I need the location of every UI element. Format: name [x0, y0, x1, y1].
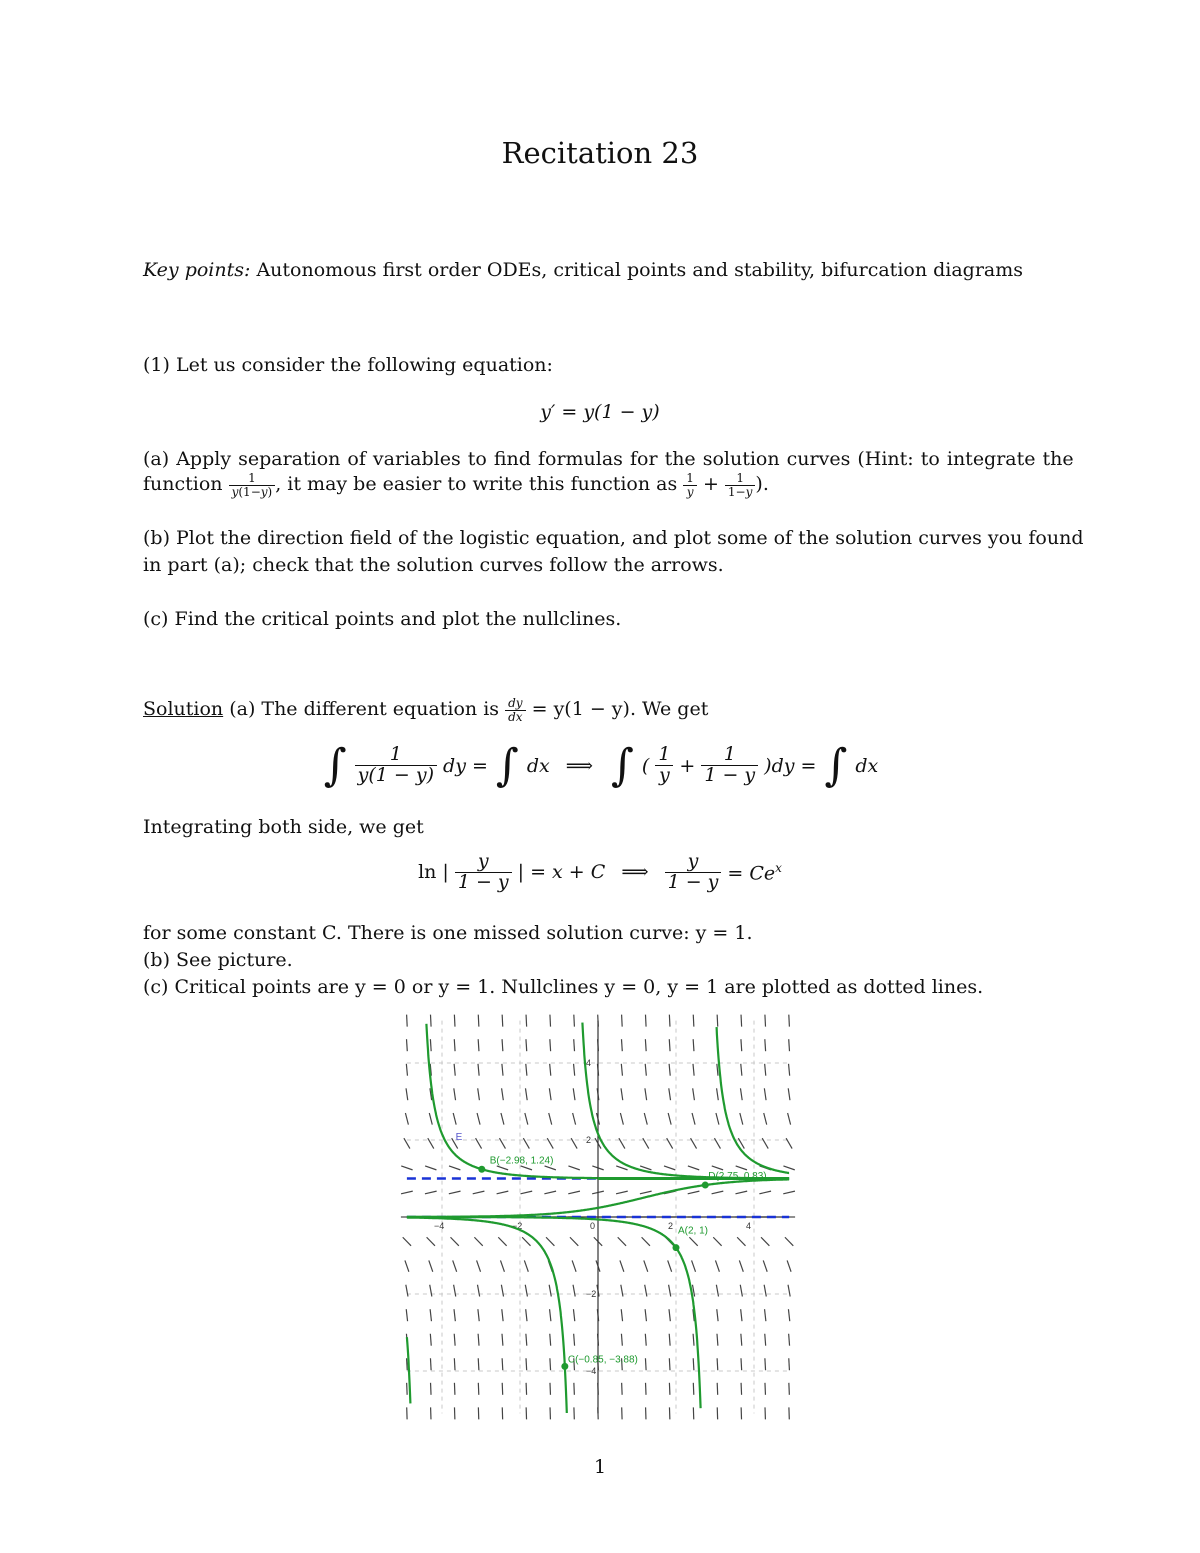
slope-mark	[717, 1309, 718, 1321]
slope-mark	[668, 1113, 671, 1125]
slope-mark	[453, 1260, 457, 1271]
slope-mark	[525, 1088, 527, 1100]
slope-mark	[545, 1166, 556, 1170]
slope-mark	[406, 1064, 407, 1076]
x-tick-label: −2	[512, 1221, 523, 1231]
slope-mark	[620, 1260, 624, 1271]
slope-mark	[713, 1237, 721, 1246]
slope-mark	[741, 1064, 742, 1076]
slope-mark	[477, 1113, 480, 1125]
slope-mark	[737, 1237, 745, 1246]
slope-mark	[550, 1358, 551, 1370]
part-a-text-function: function	[143, 473, 223, 496]
slope-mark	[688, 1166, 699, 1170]
slope-mark	[740, 1088, 742, 1100]
b-answer: (b) See picture.	[143, 949, 293, 971]
slope-mark	[788, 1113, 791, 1125]
question-intro: (1) Let us consider the following equation:	[143, 354, 553, 376]
slope-mark	[546, 1237, 554, 1246]
point-a	[673, 1244, 680, 1251]
slope-mark	[688, 1191, 700, 1194]
slope-mark	[502, 1039, 503, 1051]
slope-mark	[761, 1237, 769, 1246]
slope-mark	[502, 1088, 504, 1100]
slope-mark	[741, 1015, 742, 1027]
slope-mark	[621, 1039, 622, 1051]
slope-mark	[616, 1191, 628, 1194]
slope-mark	[502, 1015, 503, 1027]
slope-mark	[736, 1166, 747, 1170]
slope-mark	[622, 1015, 623, 1027]
slope-mark	[717, 1088, 719, 1100]
y-tick-label: −2	[586, 1289, 597, 1299]
slope-mark	[788, 1088, 790, 1100]
point-d	[702, 1182, 709, 1189]
slope-mark	[692, 1113, 695, 1125]
slope-mark	[689, 1237, 697, 1246]
slope-mark	[616, 1166, 627, 1170]
slope-mark	[644, 1113, 647, 1125]
slope-mark	[620, 1113, 623, 1125]
slope-mark	[574, 1015, 575, 1027]
slope-mark	[425, 1191, 437, 1194]
slope-mark	[664, 1166, 675, 1170]
slope-mark	[735, 1191, 747, 1194]
slope-mark	[427, 1237, 435, 1246]
part-a-text-end: ).	[755, 473, 769, 496]
slope-mark	[524, 1260, 528, 1271]
slope-mark	[425, 1166, 436, 1170]
slope-mark	[573, 1113, 576, 1125]
slope-mark	[521, 1166, 532, 1170]
slope-mark	[763, 1260, 767, 1271]
slope-mark	[401, 1166, 412, 1170]
slope-mark	[759, 1191, 771, 1194]
slope-mark	[765, 1064, 766, 1076]
slope-mark	[450, 1237, 458, 1246]
slope-mark	[765, 1309, 766, 1321]
y-tick-label: 4	[586, 1058, 592, 1068]
slope-mark	[645, 1309, 646, 1321]
fraction-dy-dx: $\frac{dy}{dx}$	[505, 697, 525, 723]
slope-mark	[550, 1015, 551, 1027]
slope-mark	[454, 1039, 455, 1051]
x-tick-label: 2	[668, 1221, 674, 1231]
slope-mark	[692, 1260, 696, 1271]
slope-mark	[789, 1334, 790, 1346]
integrating-text: Integrating both side, we get	[143, 816, 424, 838]
slope-mark	[621, 1334, 622, 1346]
slope-mark	[454, 1358, 455, 1370]
y-tick-label: 2	[586, 1135, 592, 1145]
slope-mark	[430, 1039, 431, 1051]
slope-mark	[693, 1039, 694, 1051]
slope-mark	[405, 1260, 409, 1271]
slope-mark	[477, 1285, 479, 1297]
slope-mark	[693, 1334, 694, 1346]
slope-mark	[764, 1088, 766, 1100]
slope-mark	[454, 1334, 455, 1346]
slope-mark	[716, 1285, 718, 1297]
point-b	[478, 1166, 485, 1173]
point-label-a: A(2, 1)	[678, 1225, 709, 1237]
slope-mark	[403, 1237, 411, 1246]
slope-mark	[645, 1285, 647, 1297]
slope-mark	[574, 1334, 575, 1346]
slope-mark	[544, 1191, 556, 1194]
slope-mark	[621, 1064, 622, 1076]
slope-mark	[478, 1088, 480, 1100]
slope-mark	[789, 1064, 790, 1076]
slope-mark	[786, 1138, 792, 1148]
constant-text: for some constant C. There is one missed solution curve: y = 1.	[143, 922, 753, 944]
slope-mark	[693, 1064, 694, 1076]
slope-mark	[739, 1260, 743, 1271]
slope-mark	[573, 1088, 575, 1100]
slope-mark	[549, 1285, 551, 1297]
slope-mark	[669, 1039, 670, 1051]
slope-mark	[787, 1260, 791, 1271]
slope-mark	[449, 1191, 461, 1194]
slope-mark	[573, 1285, 575, 1297]
slope-mark	[570, 1237, 578, 1246]
slope-mark	[429, 1260, 433, 1271]
slope-mark	[501, 1113, 504, 1125]
slope-mark	[525, 1113, 528, 1125]
solution-label: Solution	[143, 698, 224, 721]
slope-mark	[741, 1358, 742, 1370]
slope-mark	[502, 1334, 503, 1346]
slope-mark	[618, 1237, 626, 1246]
slope-mark	[526, 1334, 527, 1346]
slope-mark	[454, 1309, 455, 1321]
slope-mark	[741, 1039, 742, 1051]
slope-mark	[430, 1015, 431, 1027]
slope-mark	[669, 1015, 670, 1027]
slope-mark	[645, 1064, 646, 1076]
slope-mark	[550, 1064, 551, 1076]
slope-mark	[478, 1039, 479, 1051]
slope-mark	[717, 1064, 718, 1076]
slope-mark	[716, 1113, 719, 1125]
slope-mark	[712, 1191, 724, 1194]
slope-mark	[645, 1015, 646, 1027]
slope-mark	[621, 1285, 623, 1297]
slope-mark	[789, 1039, 790, 1051]
slope-mark	[669, 1285, 671, 1297]
slope-mark	[693, 1358, 694, 1370]
slope-mark	[765, 1039, 766, 1051]
slope-mark	[473, 1191, 485, 1194]
slope-mark	[550, 1309, 551, 1321]
slope-mark	[525, 1285, 527, 1297]
slope-mark	[454, 1285, 456, 1297]
slope-mark	[645, 1334, 646, 1346]
slope-mark	[712, 1166, 723, 1170]
fraction-one-over-one-minus-y: $\frac{1}{1-y}$	[725, 472, 755, 498]
slope-mark	[430, 1334, 431, 1346]
logistic-equation: y′ = y(1 − y)	[540, 401, 660, 423]
slope-mark	[783, 1166, 794, 1170]
slope-mark	[406, 1088, 408, 1100]
slope-mark	[765, 1015, 766, 1027]
slope-mark	[645, 1039, 646, 1051]
fraction-one-over-y-one-minus-y: $\frac{1}{y(1-y)}$	[229, 472, 276, 498]
slope-mark	[502, 1309, 503, 1321]
slope-mark	[526, 1358, 527, 1370]
slope-mark	[454, 1015, 455, 1027]
part-c: (c) Find the critical points and plot the nullclines.	[143, 608, 622, 630]
slope-mark	[783, 1191, 795, 1194]
slope-mark	[765, 1334, 766, 1346]
slope-mark	[717, 1358, 718, 1370]
slope-mark	[526, 1064, 527, 1076]
point-label-c: C(−0.85, −3.88)	[567, 1354, 638, 1366]
slope-mark	[669, 1334, 670, 1346]
slope-mark	[526, 1039, 527, 1051]
slope-mark	[474, 1237, 482, 1246]
slope-mark	[526, 1015, 527, 1027]
solution-a-pre: (a) The different equation is	[229, 698, 500, 721]
slope-mark	[401, 1191, 413, 1194]
slope-mark	[449, 1166, 460, 1170]
slope-mark	[478, 1334, 479, 1346]
key-points-text: Autonomous first order ODEs, critical points and stability, bifurcation diagrams	[256, 259, 1024, 281]
slope-mark	[501, 1285, 503, 1297]
fraction-one-over-y: $\frac{1}{y}$	[683, 472, 697, 498]
x-tick-label: 0	[590, 1221, 596, 1231]
slope-mark	[549, 1088, 551, 1100]
point-label-e: E	[455, 1132, 463, 1143]
slope-mark	[478, 1015, 479, 1027]
slope-mark	[621, 1309, 622, 1321]
slope-mark	[550, 1334, 551, 1346]
c-answer: (c) Critical points are y = 0 or y = 1. Nullclines y = 0, y = 1 are plotted as dotted lines.	[143, 976, 984, 998]
slope-mark	[669, 1309, 670, 1321]
slope-mark	[407, 1358, 408, 1370]
slope-mark	[640, 1191, 652, 1194]
slope-mark	[478, 1358, 479, 1370]
page-title: Recitation 23	[501, 136, 699, 170]
slope-mark	[549, 1113, 552, 1125]
part-a-line-1: (a) Apply separation of variables to find formulas for the solution curves (Hint: to integrate the	[143, 448, 1074, 470]
slope-mark	[500, 1260, 504, 1271]
slope-mark	[550, 1039, 551, 1051]
slope-mark	[405, 1113, 408, 1125]
slope-mark	[430, 1309, 431, 1321]
slope-mark	[741, 1309, 742, 1321]
slope-mark	[498, 1237, 506, 1246]
slope-mark	[785, 1237, 793, 1246]
slope-mark	[693, 1088, 695, 1100]
y-tick-label: −4	[586, 1366, 597, 1376]
slope-mark	[645, 1358, 646, 1370]
separation-equation: ∫ $\frac{1}{y(1 - y)}$ dy = ∫ dx ⟹ ∫ ( $\frac{1}{y}$ + $\frac{1}{1 - y}$ )dy = ∫ dx	[323, 740, 879, 791]
slope-mark	[478, 1309, 479, 1321]
slope-mark	[740, 1285, 742, 1297]
slope-mark	[407, 1039, 408, 1051]
x-tick-label: −4	[434, 1221, 445, 1231]
slope-mark	[717, 1015, 718, 1027]
key-points-label: Key points:	[143, 259, 251, 281]
slope-mark	[715, 1260, 719, 1271]
slope-mark	[764, 1113, 767, 1125]
solution-a-post: = y(1 − y). We get	[531, 698, 709, 721]
slope-mark	[497, 1166, 508, 1170]
part-b-line-2: in part (a); check that the solution curves follow the arrows.	[143, 554, 724, 576]
slope-mark	[669, 1358, 670, 1370]
slope-mark	[454, 1088, 456, 1100]
slope-mark	[430, 1358, 431, 1370]
page-number: 1	[593, 1456, 607, 1478]
slope-mark	[645, 1088, 647, 1100]
slope-mark	[788, 1285, 790, 1297]
part-b-line-1: (b) Plot the direction field of the logistic equation, and plot some of the solution curves you found	[143, 527, 1084, 549]
slope-mark	[668, 1260, 672, 1271]
slope-mark	[717, 1334, 718, 1346]
slope-mark	[568, 1166, 579, 1170]
slope-mark	[526, 1309, 527, 1321]
slope-mark	[406, 1309, 407, 1321]
point-label-d: D(2.75, 0.83)	[708, 1171, 767, 1183]
slope-mark	[669, 1064, 670, 1076]
slope-mark	[789, 1015, 790, 1027]
slope-mark	[502, 1358, 503, 1370]
slope-mark	[574, 1064, 575, 1076]
slope-mark	[429, 1113, 432, 1125]
slope-mark	[789, 1358, 790, 1370]
slope-mark	[430, 1285, 432, 1297]
part-a-text-hint: , it may be easier to write this function as	[275, 473, 678, 496]
slope-mark	[669, 1088, 671, 1100]
solution-curve-above-one	[407, 1024, 598, 1404]
slope-mark	[741, 1334, 742, 1346]
slope-mark	[740, 1113, 743, 1125]
slope-mark	[621, 1088, 623, 1100]
slope-mark	[765, 1358, 766, 1370]
slope-mark	[497, 1191, 509, 1194]
slope-mark	[788, 1309, 789, 1321]
slope-mark	[642, 1237, 650, 1246]
x-tick-label: 4	[746, 1221, 752, 1231]
slope-mark	[573, 1309, 574, 1321]
slope-mark	[478, 1064, 479, 1076]
slope-mark	[693, 1015, 694, 1027]
point-label-b: B(−2.98, 1.24)	[489, 1155, 554, 1167]
part-a-line-2: function $\frac{1}{y(1-y)}$ , it may be easier to write this function as $\frac{1}{y}$ + $\frac{1}{1-y}$ ).	[143, 471, 769, 499]
slope-mark	[522, 1237, 530, 1246]
slope-mark	[574, 1039, 575, 1051]
slope-mark	[453, 1113, 456, 1125]
slope-mark	[764, 1285, 766, 1297]
slope-mark	[407, 1015, 408, 1027]
slope-mark	[568, 1191, 580, 1194]
slope-mark	[502, 1064, 503, 1076]
slope-mark	[572, 1260, 576, 1271]
slope-mark	[520, 1191, 532, 1194]
slope-mark	[644, 1260, 648, 1271]
slope-mark	[477, 1260, 481, 1271]
slope-mark	[454, 1064, 455, 1076]
log-equation: ln | $\frac{y}{1 - y}$ | = x + C ⟹ $\frac{y}{1 - y}$ = $Ce^x$	[418, 850, 782, 893]
slope-mark	[406, 1285, 408, 1297]
